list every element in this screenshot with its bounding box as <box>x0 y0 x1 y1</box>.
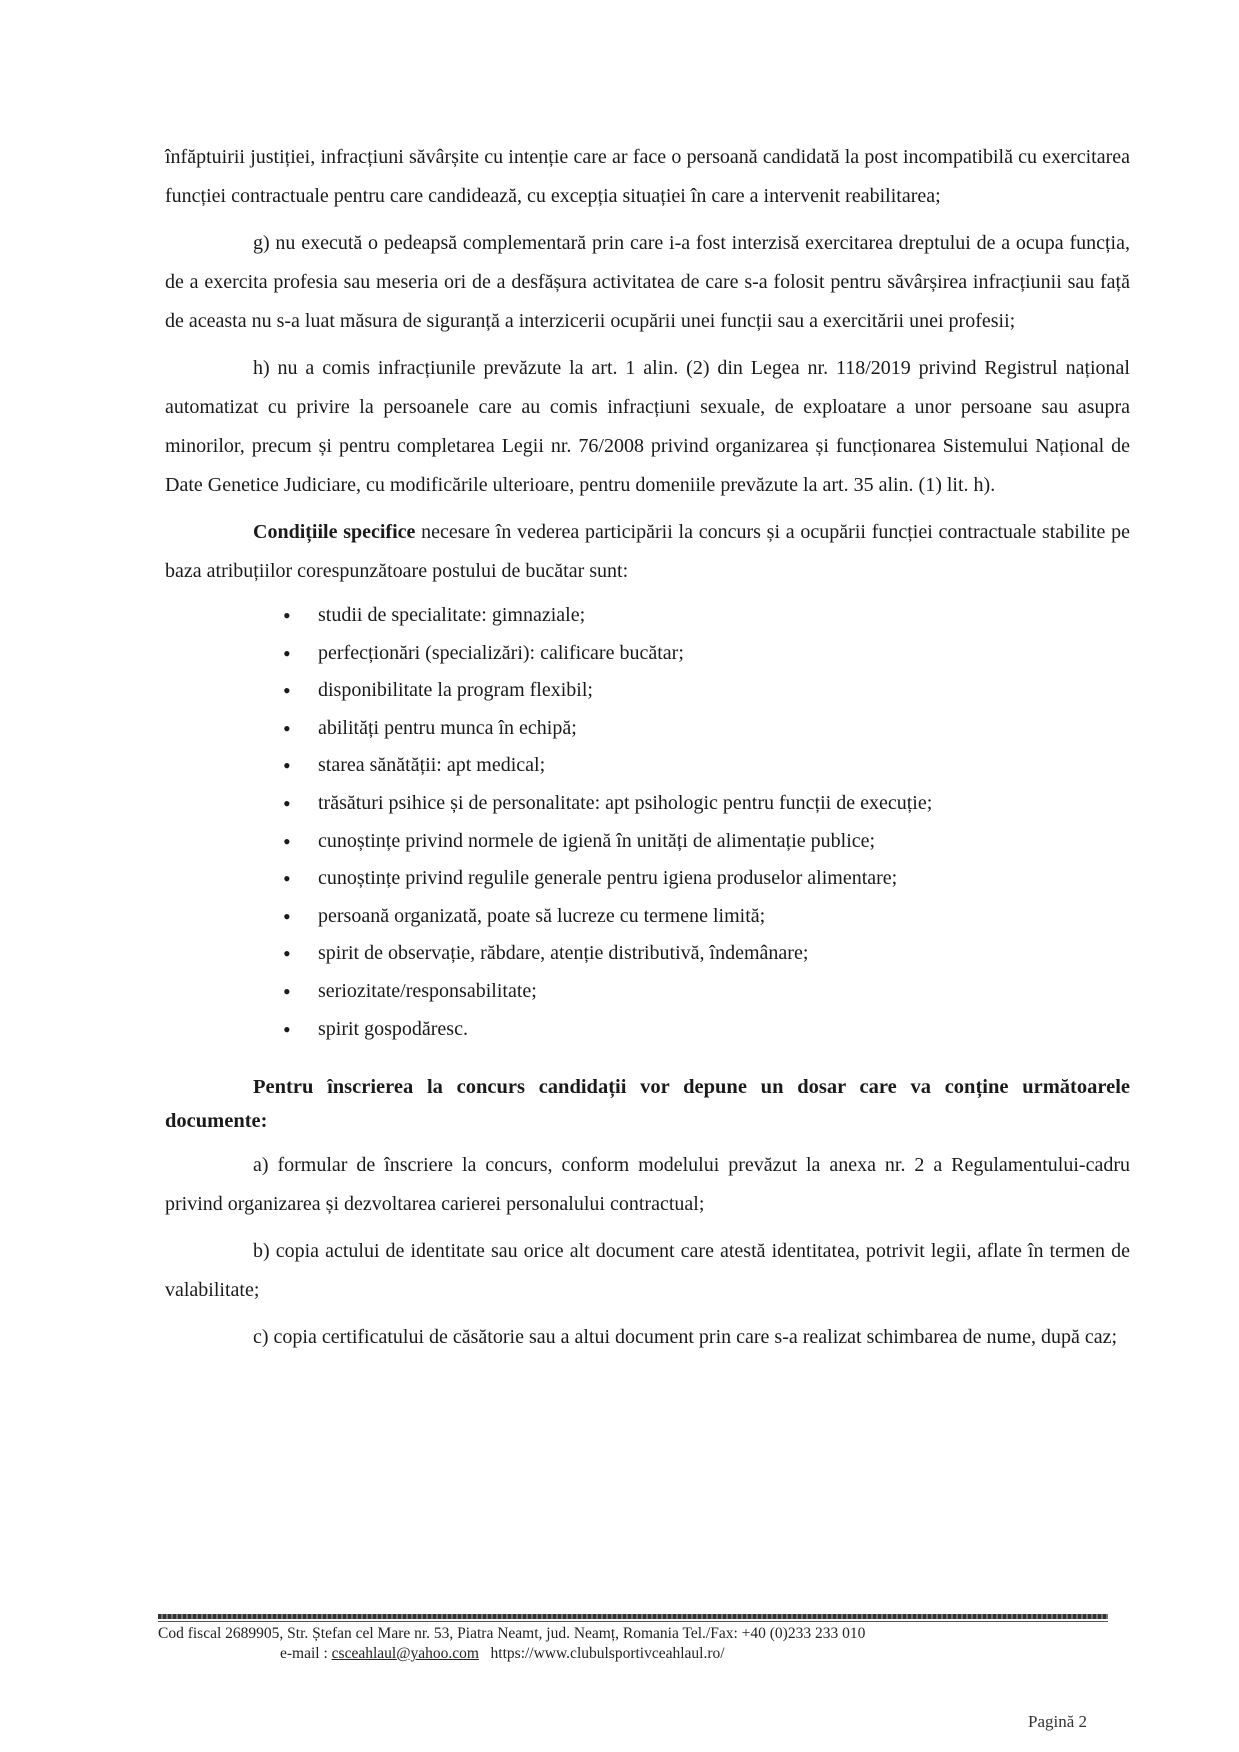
paragraph-continuation: înfăptuirii justiției, infracțiuni săvârșite cu intenție care ar face o persoană candidată la post incompatibilă cu exercitarea funcției contractuale pentru care candidează, cu excepția situației în care a intervenit reabilitarea; <box>165 146 1130 207</box>
paragraph-g: g) nu execută o pedeapsă complementară prin care i-a fost interzisă exercitarea dreptului de a ocupa funcția, de a exercita profesia sau meseria ori de a desfășura activitatea de care s-a folosit pentru săvârșirea infracțiunii sau față de aceasta nu s-a luat măsura de siguranță a interzicerii ocupării unei funcții sau a exercitării unei profesii; <box>165 232 1130 332</box>
footer-divider <box>158 1614 1108 1619</box>
footer-contact <box>158 1644 1108 1664</box>
document-item-b: b) copia actului de identitate sau orice alt document care atestă identitatea, potrivit legii, aflate în termen de valabilitate; <box>165 1240 1130 1302</box>
document-body <box>165 138 1130 1357</box>
list-item: • starea sănătății: apt medical; <box>283 747 1130 785</box>
footer-address: Cod fiscal 2689905, Str. Ștefan cel Mare nr. 53, Piatra Neamt, jud. Neamț, Romania Tel./Fax: +40 (0)233 233 010 <box>158 1625 866 1642</box>
list-item: • cunoștințe privind normele de igienă în unități de alimentație publice; <box>283 823 1130 861</box>
footer-divider-thin <box>158 1621 1108 1622</box>
list-item: • perfecționări (specializări): calificare bucătar; <box>283 635 1130 673</box>
list-item: • disponibilitate la program flexibil; <box>283 672 1130 710</box>
footer-email-link[interactable]: csceahlaul@yahoo.com <box>331 1645 479 1662</box>
specific-conditions-intro <box>165 513 1130 591</box>
conditions-list <box>165 597 1130 1048</box>
documents-heading: Pentru înscrierea la concurs candidații vor depune un dosar care va conține următoarele documente: <box>165 1076 1130 1133</box>
document-item-c: c) copia certificatului de căsătorie sau a altui document prin care s-a realizat schimbarea de nume, după caz; <box>253 1326 1118 1349</box>
list-item: • spirit gospodăresc. <box>283 1011 1130 1049</box>
page-number: Pagină 2 <box>1028 1712 1088 1731</box>
footer <box>158 1624 1108 1664</box>
list-item: • trăsături psihice și de personalitate: apt psihologic pentru funcții de execuție; <box>283 785 1130 823</box>
specific-conditions-label: Condițiile specifice <box>253 521 416 543</box>
list-item: • spirit de observație, răbdare, atenție distributivă, îndemânare; <box>283 935 1130 973</box>
specific-conditions-text: necesare în vederea participării la concurs și a ocupării funcției contractuale stabilite pe baza atribuțiilor corespunzătoare postului de bucătar sunt: <box>165 521 1130 582</box>
list-item: • persoană organizată, poate să lucreze cu termene limită; <box>283 898 1130 936</box>
paragraph-h: h) nu a comis infracțiunile prevăzute la art. 1 alin. (2) din Legea nr. 118/2019 privind Registrul național automatizat cu privire la persoanele care au comis infracțiuni sexuale, de exploatare a unor persoane sau asupra minorilor, precum și pentru completarea Legii nr. 76/2008 privind organizarea și funcționarea Sistemului Național de Date Genetice Judiciare, cu modificările ulterioare, pentru domeniile prevăzute la art. 35 alin. (1) lit. h). <box>165 357 1130 496</box>
footer-email-label: e-mail : <box>280 1645 332 1662</box>
list-item: • studii de specialitate: gimnaziale; <box>283 597 1130 635</box>
document-item-a: a) formular de înscriere la concurs, conform modelului prevăzut la anexa nr. 2 a Regulamentului-cadru privind organizarea și dezvoltarea carierei personalului contractual; <box>165 1154 1130 1216</box>
list-item: • abilități pentru munca în echipă; <box>283 710 1130 748</box>
footer-website-link[interactable]: https://www.clubulsportivceahlaul.ro/ <box>490 1645 725 1662</box>
list-item: • cunoștințe privind regulile generale pentru igiena produselor alimentare; <box>283 860 1130 898</box>
list-item: • seriozitate/responsabilitate; <box>283 973 1130 1011</box>
